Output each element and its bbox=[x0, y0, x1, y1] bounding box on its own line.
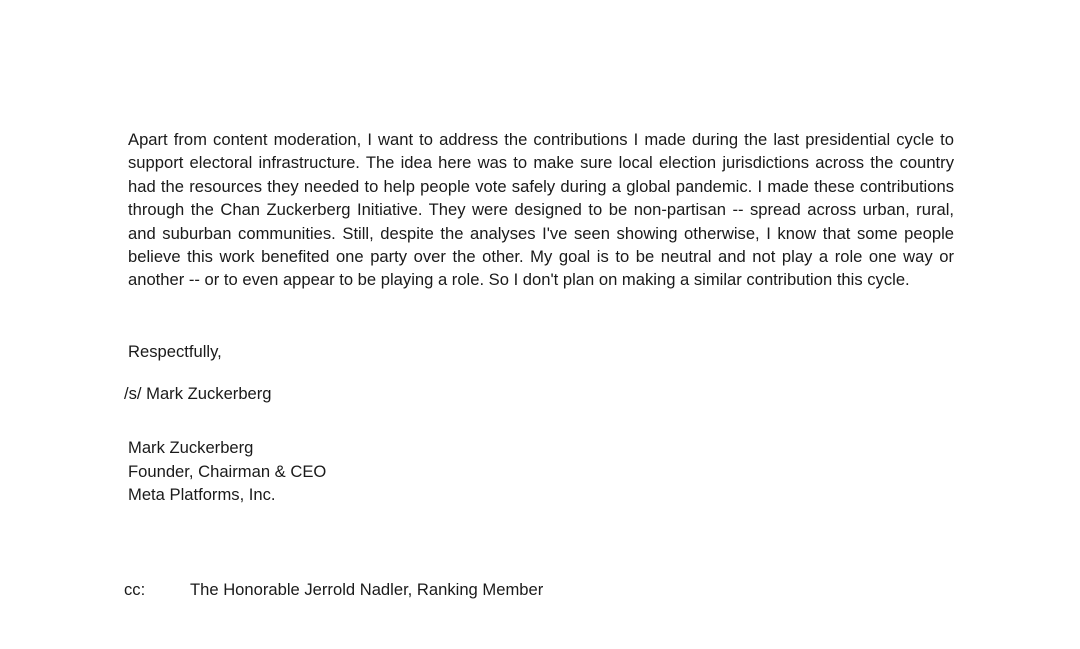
signer-title: Founder, Chairman & CEO bbox=[128, 461, 327, 481]
signer-block bbox=[128, 436, 326, 507]
cc-recipient: The Honorable Jerrold Nadler, Ranking Member bbox=[190, 580, 544, 599]
signer-company: Meta Platforms, Inc. bbox=[128, 485, 276, 504]
letter-body-paragraph: Apart from content moderation, I want to address the contributions I made during the last presidential cycle to support electoral infrastructure. The idea here was to make sure local election jurisdictions across the country had the resources they needed to help people vote safely during a global pandemic. I made these contributions through the Chan Zuckerberg Initiative. They were designed to be non-partisan -- spread across urban, rural, and suburban communities. Still, despite the analyses I've seen showing otherwise, I know that some people believe this work benefited one party over the other. My goal is to be neutral and not play a role one way or another -- or to even appear to be playing a role. So I don't plan on making a similar contribution this cycle. bbox=[128, 130, 954, 290]
signer-name: Mark Zuckerberg bbox=[128, 438, 254, 457]
letter-closing: Respectfully, bbox=[128, 342, 222, 361]
cc-label: cc: bbox=[124, 580, 146, 599]
signature-line: /s/ Mark Zuckerberg bbox=[124, 384, 272, 403]
